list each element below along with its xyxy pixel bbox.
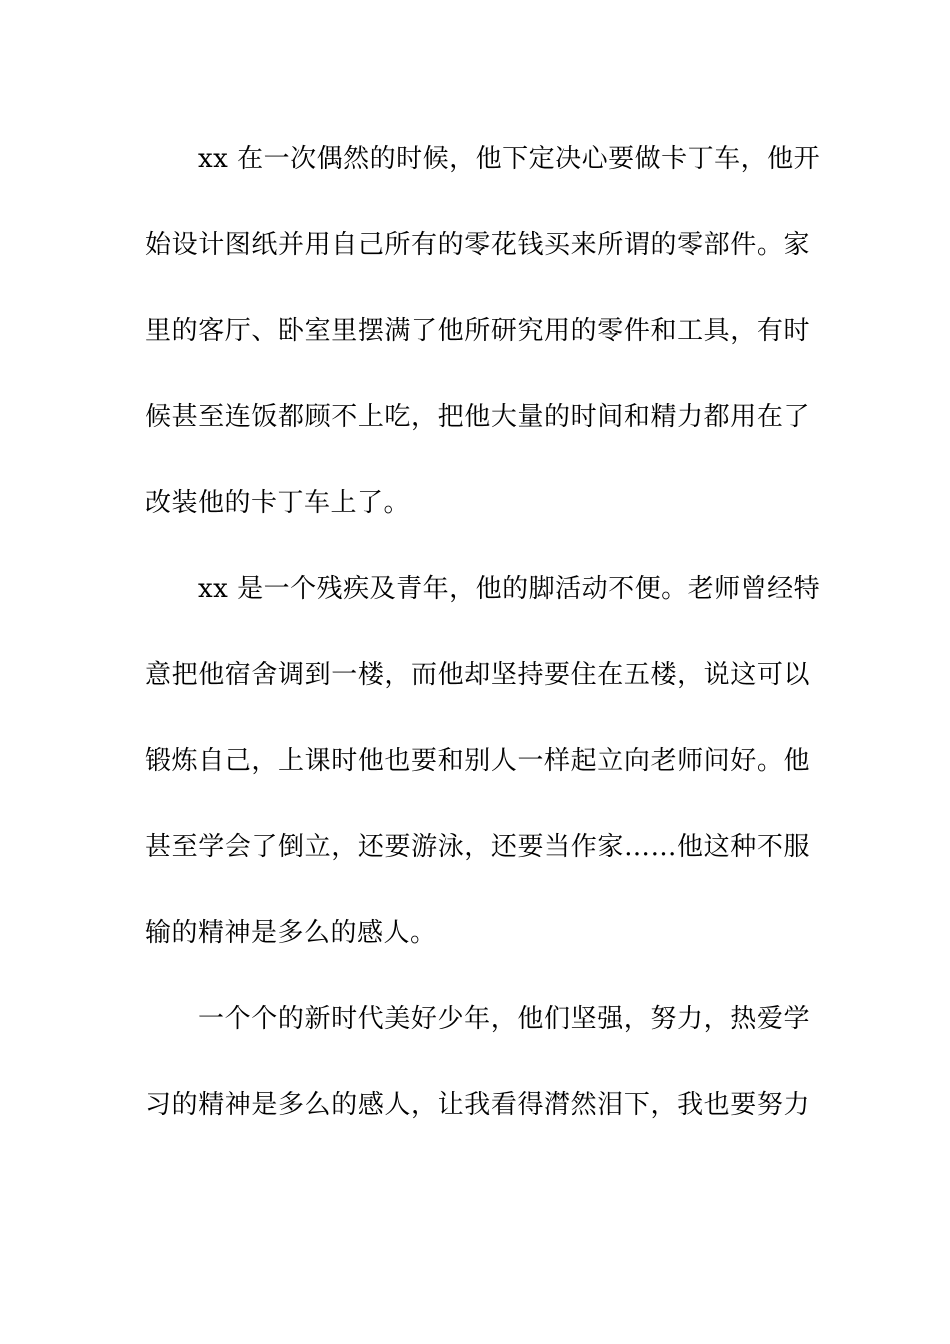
- paragraph-1-line-3: 里的客厅、卧室里摆满了他所研究用的零件和工具，有时: [145, 316, 810, 346]
- paragraph-3-line-1: 一个个的新时代美好少年，他们坚强，努力，热爱学: [198, 1004, 810, 1034]
- paragraph-2-line-1: xx 是一个残疾及青年，他的脚活动不便。老师曾经特: [198, 574, 821, 604]
- paragraph-2-line-3: 锻炼自己，上课时他也要和别人一样起立向老师问好。他: [145, 746, 810, 776]
- paragraph-3-line-2: 习的精神是多么的感人，让我看得潸然泪下，我也要努力: [145, 1090, 810, 1120]
- paragraph-1-line-4: 候甚至连饭都顾不上吃，把他大量的时间和精力都用在了: [145, 402, 810, 432]
- paragraph-1-line-5: 改装他的卡丁车上了。: [145, 488, 411, 518]
- paragraph-2-line-2: 意把他宿舍调到一楼，而他却坚持要住在五楼，说这可以: [145, 660, 810, 690]
- paragraph-2-line-5: 输的精神是多么的感人。: [145, 918, 437, 948]
- paragraph-2-line-4: 甚至学会了倒立，还要游泳，还要当作家……他这种不服: [145, 832, 810, 862]
- paragraph-1-line-1: xx 在一次偶然的时候，他下定决心要做卡丁车，他开: [198, 144, 821, 174]
- paragraph-1-line-2: 始设计图纸并用自己所有的零花钱买来所谓的零部件。家: [145, 230, 810, 260]
